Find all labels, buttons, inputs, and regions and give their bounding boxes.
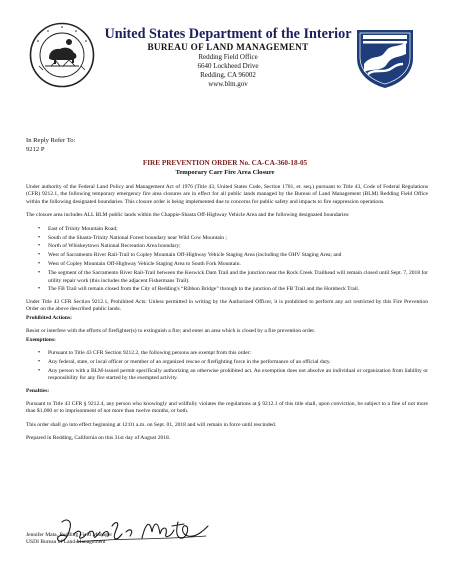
bureau-name: BUREAU OF LAND MANAGEMENT bbox=[147, 42, 309, 52]
office-city: Redding, CA 96002 bbox=[200, 71, 256, 79]
office-name: Redding Field Office bbox=[198, 53, 258, 61]
penalties-text: Pursuant to Title 43 CFR § 9212.4, any person who knowingly and willfully violates the regulations at § 9212.1 of this title shall, upon conviction, be subject to a fine of not more than $1,000 or to imprisonment of not more than twelve months, or both. bbox=[26, 400, 428, 415]
list-item: • West of Copley Mountain Off-Highway Vehicle Staging Area to South Fork Mountain. bbox=[26, 261, 428, 268]
order-subtitle: Temporary Carr Fire Area Closure bbox=[175, 169, 275, 176]
blm-logo-icon bbox=[354, 24, 416, 90]
effective-date-paragraph: This order shall go into effect beginning at 12:01 a.m. on Sept. 01, 2018 and will remain in force until rescinded. bbox=[26, 421, 277, 428]
list-item: • East of Trinity Mountain Road; bbox=[26, 226, 428, 233]
authority-paragraph: Under authority of the Federal Land Policy and Management Act of 1976 (Title 43, United States Code, Section 1701, et. seq.) pursuant to Title 43, Code of Federal Regulations (CFR) 9212.1, the following temporary emergency fire area closures are in effect for all public lands managed by the Bureau of Land Management (BLM) Redding Field Office within the following designated boundaries. This closure order is being implemented due to concerns for public safety and impacts to fire suppression operations. bbox=[26, 184, 428, 205]
prohibited-text: Resist or interfere with the efforts of firefighter(s) to extinguish a fire; and enter an area which is closed by a fire prevention order. bbox=[26, 328, 316, 335]
order-title: FIRE PREVENTION ORDER No. CA-CA-360-18-05 bbox=[142, 159, 308, 167]
signer-organization: USDI Bureau of Land Management bbox=[26, 539, 106, 545]
letterhead bbox=[98, 26, 358, 89]
penalties-heading: Penalties: bbox=[26, 387, 50, 394]
doi-seal-icon bbox=[29, 22, 95, 88]
list-item: • South of the Shasta-Trinity National Forest boundary near Wild Cow Mountain ; bbox=[26, 235, 428, 242]
reference-label: In Reply Refer To: bbox=[26, 137, 76, 144]
list-item: • North of Whiskeytown National Recreation Area boundary; bbox=[26, 243, 428, 250]
prohibited-heading: Prohibited Actions: bbox=[26, 314, 72, 321]
list-item: • The segment of the Sacramento River Rail-Trail between the Keswick Dam Trail and the junction near the Rock Creek Trailhead will remain closed until Sept. 7, 2018 for utility repair work (this includes the adjacent Fishermans Trail). bbox=[26, 270, 428, 285]
prepared-statement: Prepared in Redding, California on this 31st day of August 2018. bbox=[26, 435, 171, 442]
list-item: • Any federal, state, or local officer or member of an organized rescue or firefighting force in the performance of an official duty. bbox=[26, 359, 428, 366]
signer-name-title: Jennifer Mata, Redding Field Manager bbox=[26, 532, 113, 538]
list-item: • Any person with a BLM-issued permit specifically authorizing an otherwise prohibited act. An exemption does not absolve an individual or organization from liability or responsibility for any fire started by the exempted activity. bbox=[26, 368, 428, 383]
list-item: • Pursuant to Title 43 CFR Section 9212.2, the following persons are exempt from this order: bbox=[26, 350, 428, 357]
closure-intro-paragraph: The closure area includes ALL BLM public lands within the Chappie-Shasta Off-Highway Vehicle Area and the following designated boundaries: bbox=[26, 212, 350, 219]
office-street: 6640 Lockheed Drive bbox=[197, 62, 259, 70]
list-item: • The FB Trail will remain closed from the City of Redding's “Ribbon Bridge” through to the junction of the FB Trail and the Hornbeck Trail. bbox=[26, 286, 428, 293]
department-title: United States Department of the Interior bbox=[104, 26, 352, 42]
office-website: www.blm.gov bbox=[208, 80, 248, 88]
prohibited-intro-paragraph: Under Title 43 CFR Section 9212.1, Prohibited Acts: Unless permitted in writing by the Authorized Officer, it is prohibited to perform any act restricted by this Fire Prevention Order on the above described public lands. bbox=[26, 298, 428, 313]
reference-code: 9212 P bbox=[26, 146, 45, 153]
order-body bbox=[26, 184, 428, 449]
list-item: • West of Sacramento River Rail-Trail to Copley Mountain Off-Highway Vehicle Staging Area (including the OHV Staging Area; and bbox=[26, 252, 428, 259]
boundary-list bbox=[26, 226, 428, 294]
reference-block bbox=[26, 136, 75, 154]
exemptions-heading: Exemptions: bbox=[26, 336, 56, 343]
exemption-list bbox=[26, 350, 428, 383]
